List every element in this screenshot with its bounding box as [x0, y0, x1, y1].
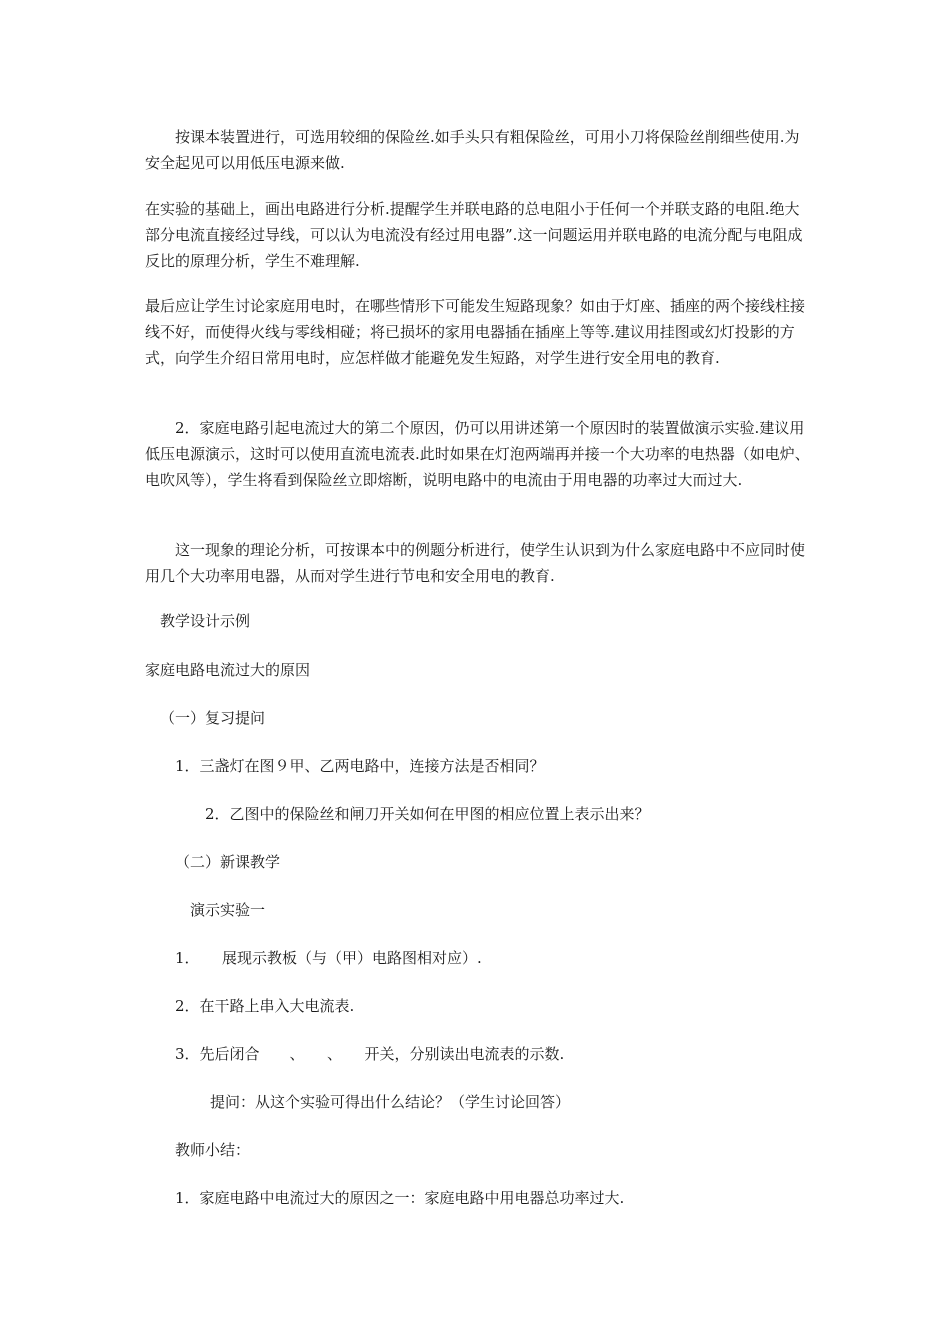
- review-question-2: 2．乙图中的保险丝和闸刀开关如何在甲图的相应位置上表示出来？: [205, 805, 650, 823]
- paragraph-circuit-analysis: 在实验的基础上，画出电路进行分析.提醒学生并联电路的总电阻小于任何一个并联支路的电阻.绝大部分电流直接经过导线，可以认为电流没有经过用电器”.这一问题运用并联电路的电流分配与电阻成反比的原理分析，学生不难理解.: [145, 200, 803, 270]
- conclusion-1: 1．家庭电路中电流过大的原因之一：家庭电路中用电器总功率过大.: [175, 1189, 625, 1207]
- review-question-1: 1．三盏灯在图９甲、乙两电路中，连接方法是否相同？: [175, 757, 545, 775]
- section-review-questions: （一）复习提问: [160, 709, 266, 727]
- teacher-question: 提问：从这个实验可得出什么结论？（学生讨论回答）: [210, 1093, 571, 1111]
- paragraph-short-circuit-discussion: 最后应让学生讨论家庭用电时，在哪些情形下可能发生短路现象？如由于灯座、插座的两个接线柱接线不好，而使得火线与零线相碰；将已损坏的家用电器插在插座上等等.建议用挂图或幻灯投影的方式，向学生介绍日常用电时，应怎样做才能避免发生短路，对学生进行安全用电的教育.: [145, 297, 806, 367]
- experiment-step-1: 1． 展现示教板（与（甲）电路图相对应）.: [175, 949, 482, 967]
- demo-experiment-1: 演示实验一: [190, 901, 266, 919]
- section-new-lesson: （二）新课教学: [175, 853, 281, 871]
- lesson-title: 家庭电路电流过大的原因: [145, 661, 311, 679]
- design-example-heading: 教学设计示例: [160, 612, 251, 630]
- paragraph-second-cause: 2．家庭电路引起电流过大的第二个原因，仍可以用讲述第一个原因时的装置做演示实验.建议用低压电源演示，这时可以使用直流电流表.此时如果在灯泡两端再并接一个大功率的电热器（如电炉、电吹风等），学生将看到保险丝立即熔断，说明电路中的电流由于用电器的功率过大而过大.: [145, 419, 810, 489]
- paragraph-fuse-setup: 按课本装置进行，可选用较细的保险丝.如手头只有粗保险丝，可用小刀将保险丝削细些使用.为安全起见可以用低压电源来做.: [145, 128, 800, 172]
- experiment-step-2: 2．在干路上串入大电流表.: [175, 997, 355, 1015]
- experiment-step-3: 3．先后闭合 、 、 开关，分别读出电流表的示数.: [175, 1045, 565, 1063]
- paragraph-theory-analysis: 这一现象的理论分析，可按课本中的例题分析进行，使学生认识到为什么家庭电路中不应同时使用几个大功率用电器，从而对学生进行节电和安全用电的教育.: [145, 541, 806, 585]
- teacher-summary-label: 教师小结：: [175, 1141, 251, 1159]
